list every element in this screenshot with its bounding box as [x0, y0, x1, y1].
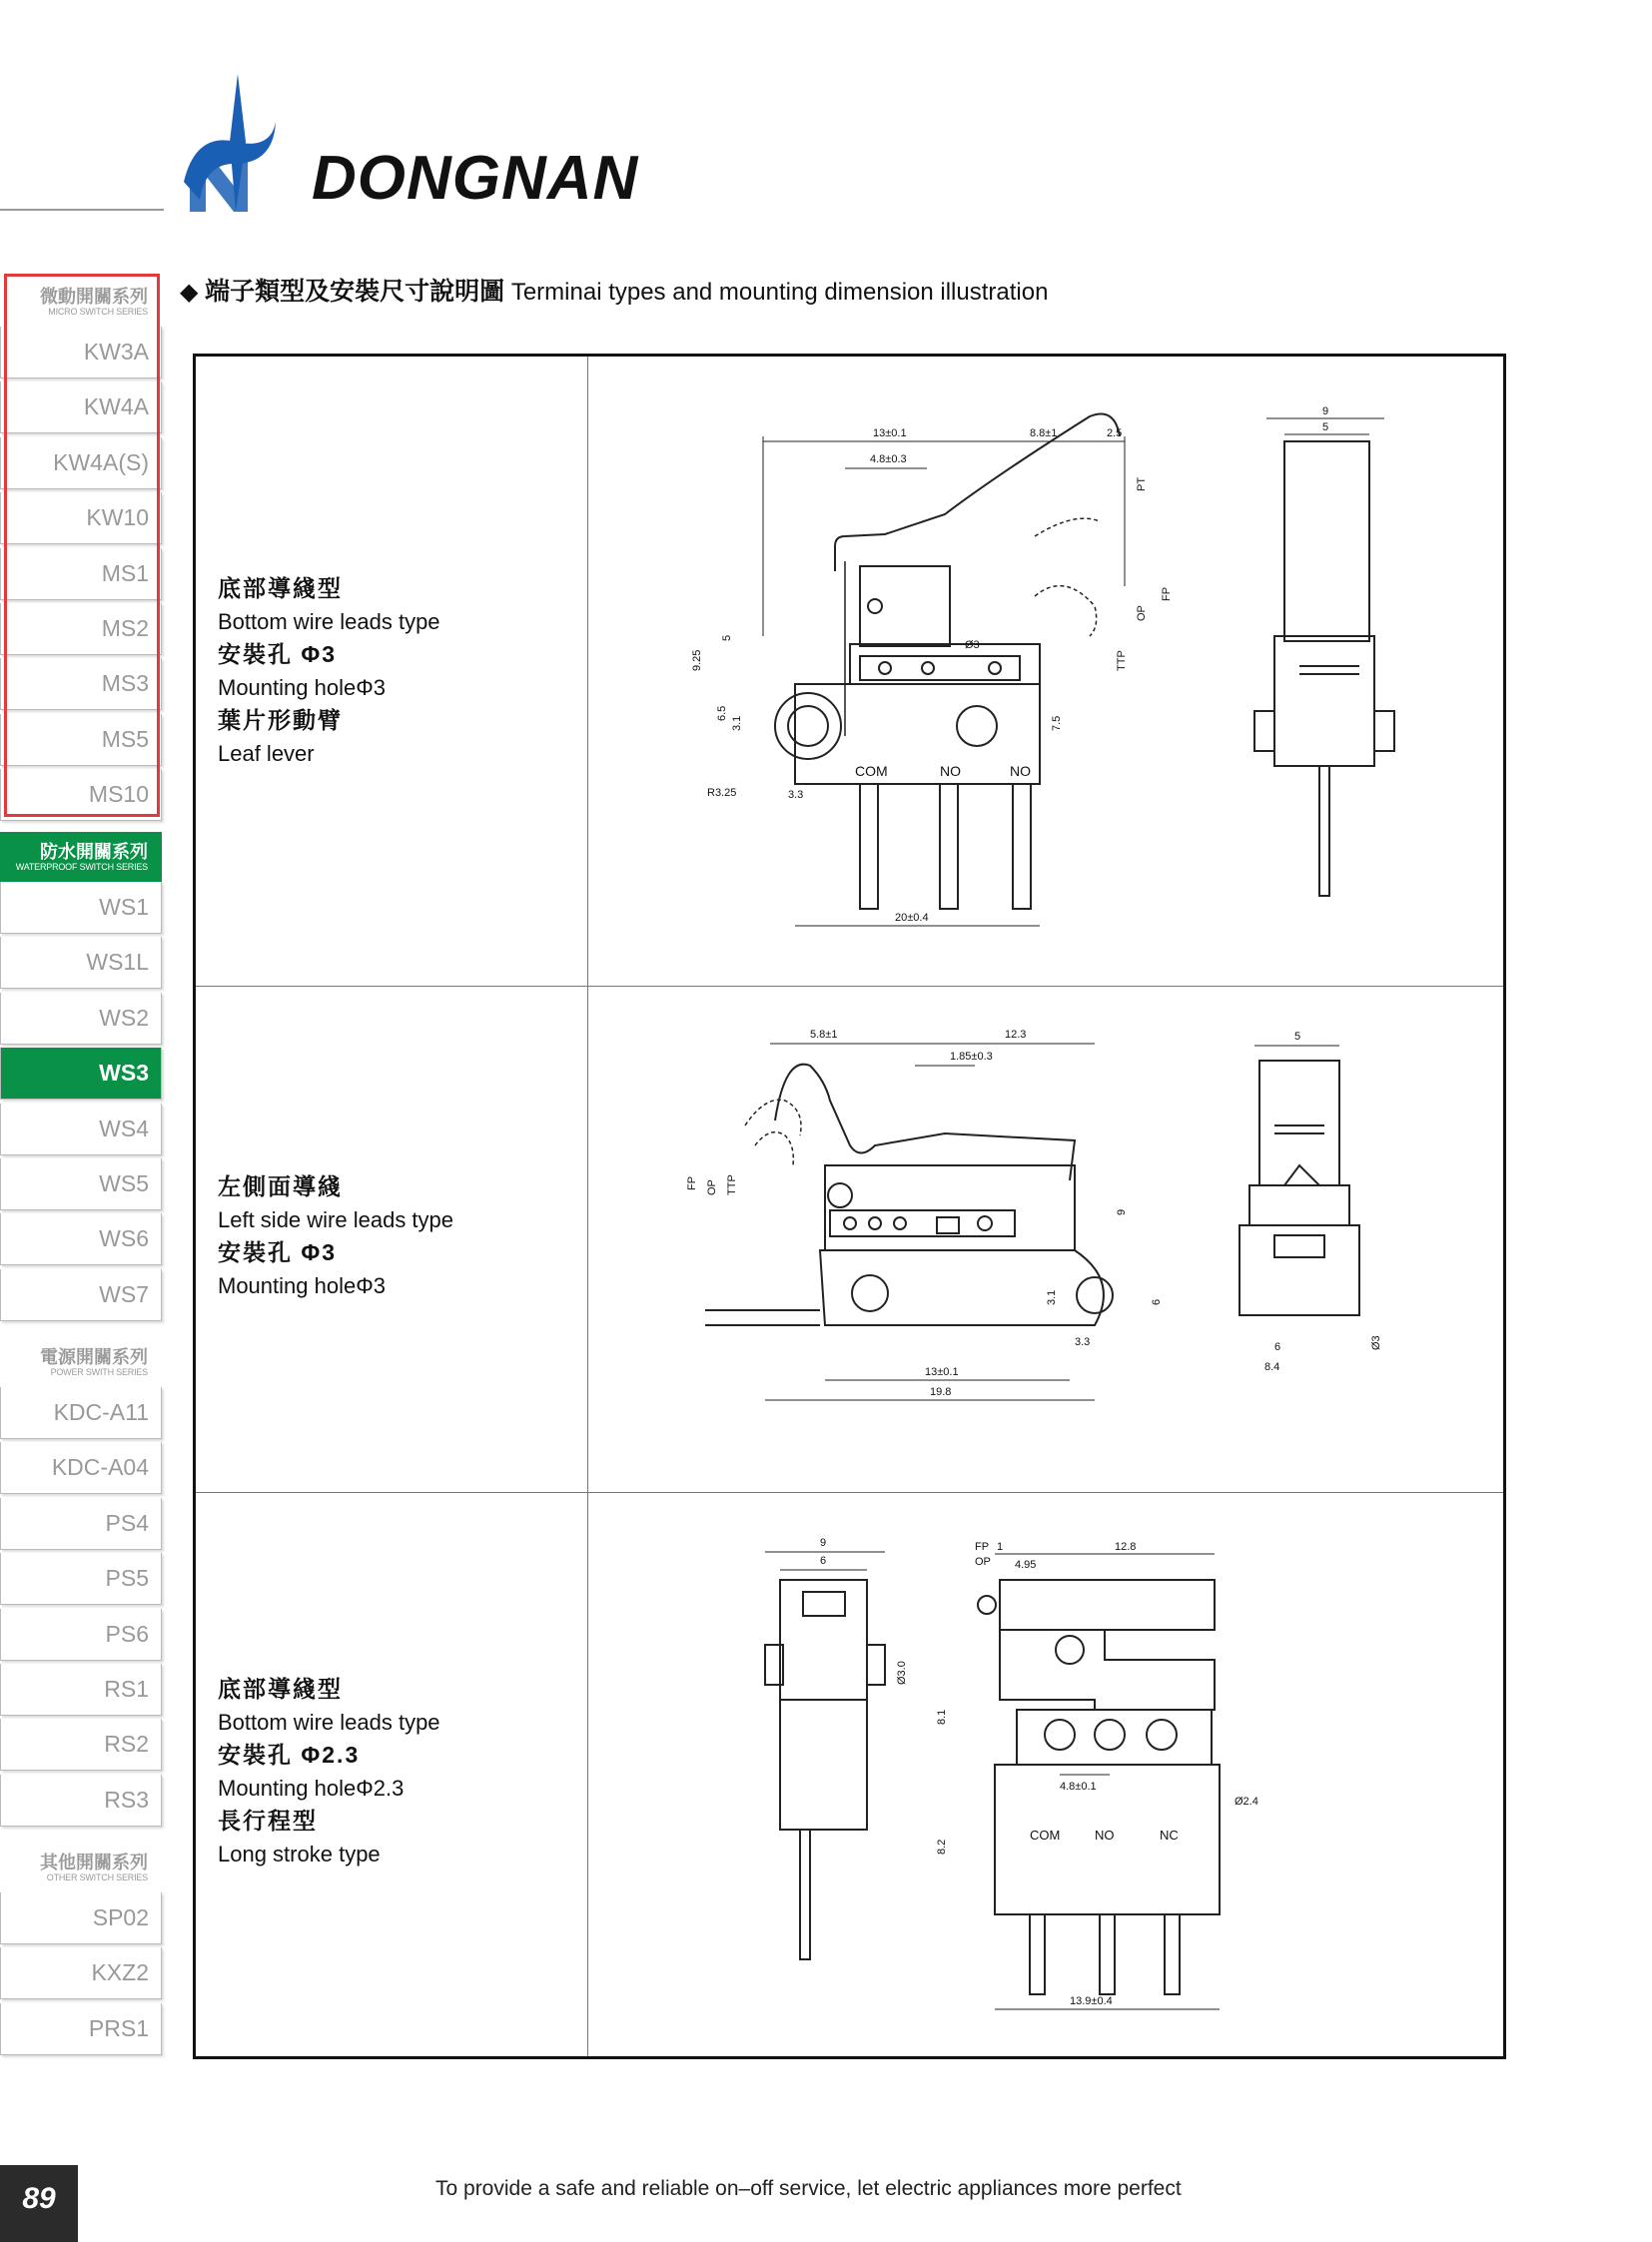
dim-label: 20±0.4 [895, 912, 929, 924]
description-line-en: Mounting holeΦ3 [218, 675, 386, 700]
sidebar-item-kxz2[interactable] [0, 1947, 162, 1999]
description-line-zh: 底部導綫型 [218, 1676, 343, 1702]
sidebar-item-ws7[interactable] [0, 1269, 162, 1321]
dim-label: 12.3 [1005, 1029, 1027, 1041]
sidebar-item-label: PS4 [105, 1509, 149, 1536]
series-heading-en: MICRO SWITCH SERIES [48, 307, 148, 317]
sidebar-item-ws1[interactable] [0, 882, 162, 934]
dim-label: 2.5 [1107, 427, 1123, 439]
sidebar-item-label: KW4A(S) [53, 448, 149, 475]
sidebar-item-ws3[interactable] [0, 1048, 162, 1100]
power-series-heading [0, 1337, 162, 1389]
dim-label: FP [975, 1541, 990, 1553]
dim-label: OP [1136, 605, 1148, 621]
section-title-zh: 端子類型及安裝尺寸說明圖 [205, 278, 505, 306]
sidebar-item-ps5[interactable] [0, 1553, 162, 1605]
dim-label: 1.85±0.3 [950, 1051, 993, 1063]
dim-label: 5 [1294, 1031, 1301, 1043]
sidebar-item-label: MS10 [88, 781, 149, 808]
sidebar-item-ms3[interactable] [0, 658, 162, 710]
sidebar-item-ps6[interactable] [0, 1609, 162, 1661]
header-divider [0, 209, 164, 211]
dim-label: 9 [1116, 1208, 1128, 1215]
description-line-zh: 底部導綫型 [218, 575, 343, 601]
dim-label: OP [975, 1556, 991, 1568]
sidebar-item-label: WS6 [99, 1225, 149, 1252]
dim-label: R3.25 [707, 787, 737, 799]
row-divider [196, 1492, 1503, 1493]
row-2-description [218, 1170, 453, 1302]
terminal-label: NO [940, 763, 961, 779]
series-heading-zh: 其他開關系列 [40, 1853, 148, 1872]
dim-label: 5 [1322, 421, 1329, 433]
sidebar-item-sp02[interactable] [0, 1892, 162, 1944]
dim-label: Ø3.0 [896, 1661, 908, 1685]
dim-label: PT [1136, 476, 1148, 491]
dim-label: 6 [1151, 1298, 1163, 1305]
sidebar-item-label: KXZ2 [91, 1959, 149, 1986]
dim-label: Ø3 [965, 639, 980, 651]
description-line-en: Mounting holeΦ2.3 [218, 1776, 405, 1801]
row-divider [196, 986, 1503, 987]
sidebar-item-label: RS3 [104, 1786, 149, 1813]
description-line-zh: 安裝孔 Φ3 [218, 1239, 338, 1265]
terminal-label: NO [1010, 763, 1031, 779]
sidebar-item-ws6[interactable] [0, 1213, 162, 1265]
dim-label: 8.1 [936, 1709, 948, 1725]
dim-label: 5 [721, 634, 733, 641]
dim-label: 6 [1274, 1341, 1281, 1353]
sidebar-item-label: RS1 [104, 1676, 149, 1702]
dim-label: 9.25 [691, 649, 703, 671]
dim-label: 3.1 [1046, 1289, 1058, 1305]
dim-label: 6 [820, 1555, 827, 1567]
dim-label: 3.3 [1075, 1336, 1091, 1348]
sidebar-item-label: MS1 [101, 559, 149, 586]
sidebar-item-label: MS5 [101, 725, 149, 752]
sidebar-item-ws1l[interactable] [0, 937, 162, 989]
sidebar-item-label: SP02 [92, 1904, 149, 1930]
terminal-label: NC [1160, 1828, 1179, 1843]
dim-label: Ø2.4 [1235, 1796, 1258, 1808]
dim-label: Ø3 [1370, 1335, 1382, 1350]
description-line-en: Long stroke type [218, 1842, 381, 1867]
waterproof-series-heading [0, 832, 162, 884]
sidebar-item-label: WS7 [99, 1280, 149, 1307]
sidebar-item-kdc-a04[interactable] [0, 1442, 162, 1494]
section-title-en: Terminai types and mounting dimension illustration [510, 279, 1049, 306]
sidebar-item-ms1[interactable] [0, 548, 162, 600]
sidebar-item-ms5[interactable] [0, 714, 162, 766]
sidebar-item-label: WS5 [99, 1170, 149, 1196]
sidebar-item-kw10[interactable] [0, 492, 162, 544]
series-heading-en: POWER SWITH SERIES [50, 1367, 148, 1377]
sidebar-item-label: RS2 [104, 1731, 149, 1758]
other-series-heading [0, 1843, 162, 1894]
dim-label: 4.8±0.3 [870, 453, 907, 465]
sidebar-item-kw4a[interactable] [0, 381, 162, 433]
sidebar-item-ms2[interactable] [0, 603, 162, 655]
description-line-zh: 長行程型 [218, 1808, 318, 1834]
dim-label: 7.5 [1051, 715, 1063, 731]
dim-label: FP [1161, 586, 1173, 601]
section-title [180, 272, 1048, 308]
series-heading-en: OTHER SWITCH SERIES [46, 1872, 148, 1882]
dim-label: 13±0.1 [873, 427, 907, 439]
sidebar-item-label: KDC-A11 [53, 1399, 149, 1425]
sidebar-item-prs1[interactable] [0, 2003, 162, 2055]
dim-label: 1 [997, 1541, 1004, 1553]
terminal-label: COM [855, 763, 888, 779]
dim-label: 8.4 [1264, 1361, 1280, 1373]
dim-label: 6.5 [716, 705, 728, 721]
description-line-en: Mounting holeΦ3 [218, 1273, 386, 1298]
dim-label: 4.8±0.1 [1060, 1781, 1097, 1793]
sidebar-item-ws5[interactable] [0, 1158, 162, 1210]
dim-label: 13±0.1 [925, 1366, 959, 1378]
sidebar-item-label: PS6 [105, 1620, 149, 1647]
dim-label: 5.8±1 [810, 1029, 838, 1041]
bullet-icon: ◆ [180, 279, 199, 306]
terminal-label: COM [1030, 1828, 1061, 1843]
sidebar-item-label: WS1L [86, 949, 149, 976]
sidebar-item-label: MS3 [101, 670, 149, 697]
sidebar-item-rs3[interactable] [0, 1775, 162, 1827]
dim-label: 9 [820, 1537, 827, 1549]
sidebar-item-ws4[interactable] [0, 1104, 162, 1155]
footer-slogan: To provide a safe and reliable on–off service, let electric appliances more perfect [435, 2177, 1182, 2200]
sidebar-item-label: KW3A [83, 339, 149, 365]
sidebar-item-kdc-a11[interactable] [0, 1387, 162, 1439]
sidebar-item-label: MS2 [101, 615, 149, 641]
dim-label: 8.2 [936, 1839, 948, 1855]
description-line-en: Left side wire leads type [218, 1207, 454, 1232]
description-line-zh: 安裝孔 Φ2.3 [218, 1742, 361, 1768]
series-heading-en: WATERPROOF SWITCH SERIES [15, 862, 148, 872]
sidebar-item-label: WS3 [99, 1060, 149, 1087]
row-1-description [218, 572, 440, 770]
sidebar-item-label: WS4 [99, 1115, 149, 1141]
description-line-en: Leaf lever [218, 741, 315, 766]
sidebar-item-label: KDC-A04 [51, 1454, 149, 1481]
description-line-en: Bottom wire leads type [218, 1710, 440, 1735]
dim-label: 3.1 [731, 715, 743, 731]
sidebar-item-kw3a[interactable] [0, 327, 162, 378]
dim-label: 9 [1322, 405, 1329, 417]
micro-series-heading [0, 277, 162, 329]
description-line-zh: 葉片形動臂 [218, 707, 343, 733]
series-heading-zh: 電源開關系列 [40, 1347, 148, 1367]
sidebar-item-ps4[interactable] [0, 1498, 162, 1550]
row-1-drawing [691, 396, 1484, 966]
sidebar-item-ms10[interactable] [0, 769, 162, 821]
sidebar-item-label: PS5 [105, 1565, 149, 1592]
sidebar-item-kw4a-s-[interactable] [0, 437, 162, 489]
dim-label: TTP [726, 1174, 738, 1195]
dim-label: 13.9±0.4 [1070, 1995, 1113, 2007]
sidebar-item-rs1[interactable] [0, 1664, 162, 1716]
brand-name: DONGNAN [312, 144, 639, 213]
dim-label: FP [686, 1175, 698, 1190]
sidebar-item-rs2[interactable] [0, 1719, 162, 1771]
dim-label: 3.3 [788, 789, 804, 801]
dim-label: OP [706, 1179, 718, 1195]
sidebar-item-label: PRS1 [88, 2014, 149, 2041]
dim-label: 8.8±1 [1030, 427, 1058, 439]
terminal-label: NO [1095, 1828, 1115, 1843]
column-divider [587, 357, 588, 2056]
dimension-table [193, 354, 1506, 2059]
description-line-zh: 左側面導綫 [218, 1173, 343, 1199]
sidebar-item-ws2[interactable] [0, 993, 162, 1045]
sidebar-item-label: WS2 [99, 1004, 149, 1031]
dim-label: TTP [1116, 650, 1128, 671]
sidebar-item-label: KW10 [86, 504, 149, 531]
dim-label: 12.8 [1115, 1541, 1137, 1553]
row-3-description [218, 1673, 440, 1870]
series-heading-zh: 微動開關系列 [40, 287, 148, 307]
dongnan-logo [176, 72, 306, 222]
row-2-drawing [675, 1026, 1484, 1445]
dim-label: 4.95 [1015, 1559, 1037, 1571]
sidebar-item-label: KW4A [83, 393, 149, 420]
series-heading-zh: 防水開關系列 [40, 842, 148, 862]
dim-label: 19.8 [930, 1386, 952, 1398]
page-number: 89 [22, 2182, 56, 2215]
row-3-drawing [725, 1530, 1464, 2029]
description-line-zh: 安裝孔 Φ3 [218, 641, 338, 667]
description-line-en: Bottom wire leads type [218, 609, 440, 634]
sidebar-item-label: WS1 [99, 894, 149, 920]
